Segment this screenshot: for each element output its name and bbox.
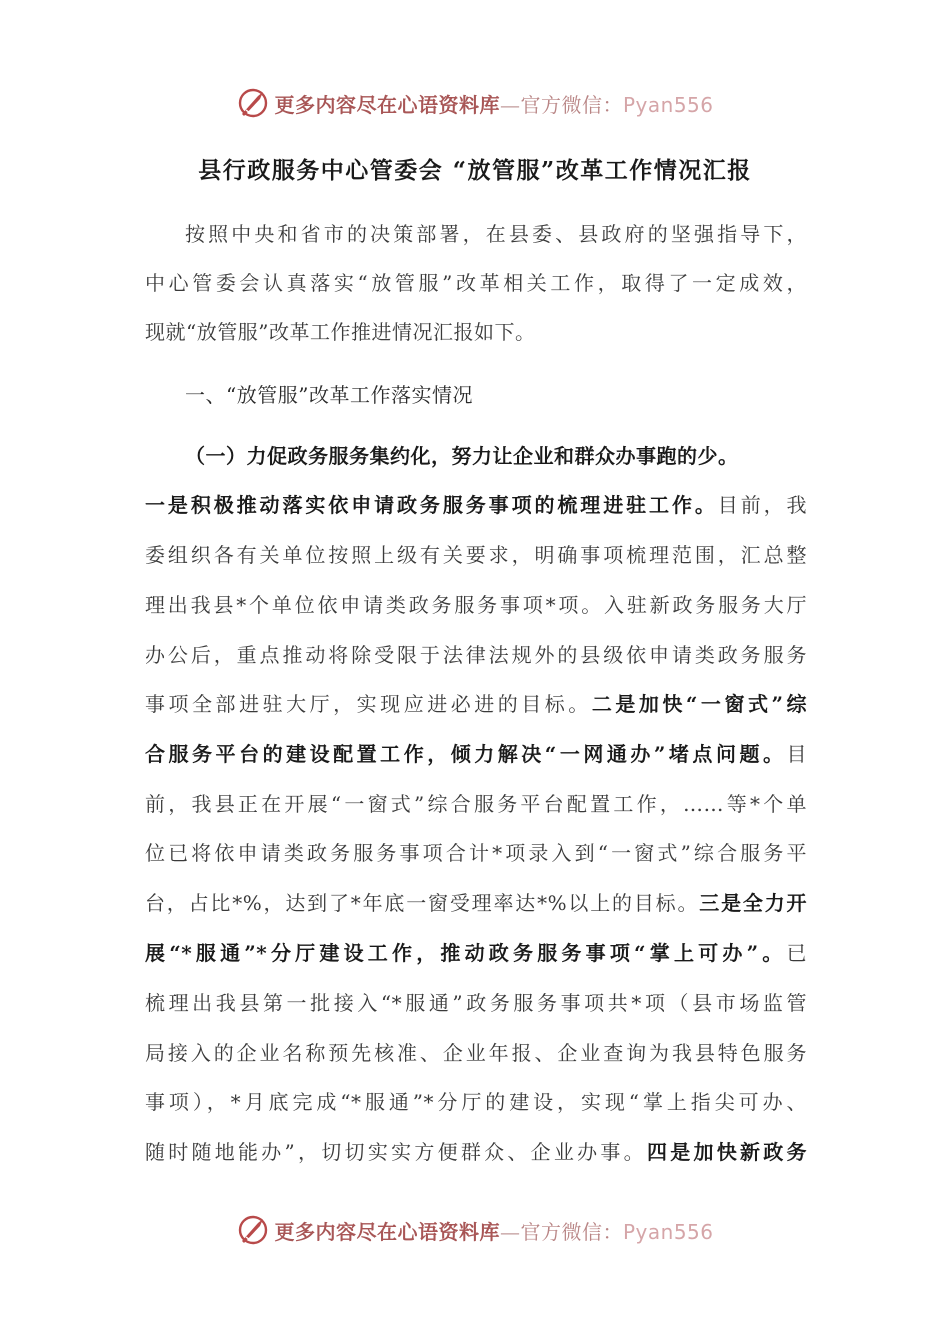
body-line-text: 目前，我 xyxy=(717,493,807,517)
body-line xyxy=(145,1136,807,1168)
body-line: 办公后，重点推动将除受限于法律法规外的县级依申请类政务服务 xyxy=(145,643,807,667)
body-line-text: 目 xyxy=(786,742,807,766)
footer-watermark-banner xyxy=(0,1210,950,1250)
body-line: 理出我县*个单位依申请类政务服务事项*项。入驻新政务服务大厅 xyxy=(145,593,807,617)
body-line: 局接入的企业名称预先核准、企业年报、企业查询为我县特色服务 xyxy=(145,1041,807,1065)
body-line xyxy=(145,887,807,919)
body-line-text: 台，占比*%，达到了*年底一窗受理率达*%以上的目标。 xyxy=(145,891,700,915)
body-line xyxy=(145,937,807,969)
body-line-bold: 四是加快新政务 xyxy=(646,1140,807,1164)
body-line-bold: 合服务平台的建设配置工作，倾力解决“一网通办”堵点问题。 xyxy=(145,742,787,766)
intro-line: 按照中央和省市的决策部署，在县委、县政府的坚强指导下， xyxy=(185,222,807,246)
body-line: 委组织各有关单位按照上级有关要求，明确事项梳理范围，汇总整 xyxy=(145,543,807,567)
pen-nib-logo-icon xyxy=(236,86,270,120)
intro-line: 现就“放管服”改革工作推进情况汇报如下。 xyxy=(145,320,536,344)
section-heading: 一、“放管服”改革工作落实情况 xyxy=(185,383,473,407)
body-line-text: 已 xyxy=(786,941,807,965)
body-line: 前，我县正在开展“一窗式”综合服务平台配置工作，……等*个单 xyxy=(145,792,807,816)
body-line-text: 事项全部进驻大厅，实现应进必进的目标。 xyxy=(145,692,592,716)
body-line: 梳理出我县第一批接入“*服通”政务服务事项共*项（县市场监管 xyxy=(145,991,807,1015)
intro-line: 中心管委会认真落实“放管服”改革相关工作，取得了一定成效， xyxy=(145,271,807,295)
body-line-bold: 一是积极推动落实依申请政务服务事项的梳理进驻工作。 xyxy=(145,493,718,517)
body-line xyxy=(145,489,807,521)
header-watermark-banner xyxy=(0,83,950,123)
document-title: 县行政服务中心管委会 “放管服”改革工作情况汇报 xyxy=(198,157,752,184)
body-line-bold: 三是全力开 xyxy=(699,891,807,915)
body-line-bold: 展“*服通”*分厅建设工作，推动政务服务事项“掌上可办”。 xyxy=(145,941,787,965)
body-line xyxy=(145,738,807,770)
body-line xyxy=(145,688,807,720)
watermark-text: 更多内容尽在心语资料库—官方微信：Pyan556 xyxy=(274,92,714,117)
subsection-heading: （一）力促政务服务集约化，努力让企业和群众办事跑的少。 xyxy=(185,444,739,468)
body-line: 位已将依申请类政务服务事项合计*项录入到“一窗式”综合服务平 xyxy=(145,841,807,865)
body-line-text: 随时随地能办”，切切实实方便群众、企业办事。 xyxy=(145,1140,647,1164)
body-line-bold: 二是加快“一窗式”综 xyxy=(591,692,807,716)
watermark-text: 更多内容尽在心语资料库—官方微信：Pyan556 xyxy=(274,1219,714,1244)
pen-nib-logo-icon xyxy=(236,1213,270,1247)
body-line: 事项），*月底完成“*服通”*分厅的建设，实现“掌上指尖可办、 xyxy=(145,1090,807,1114)
